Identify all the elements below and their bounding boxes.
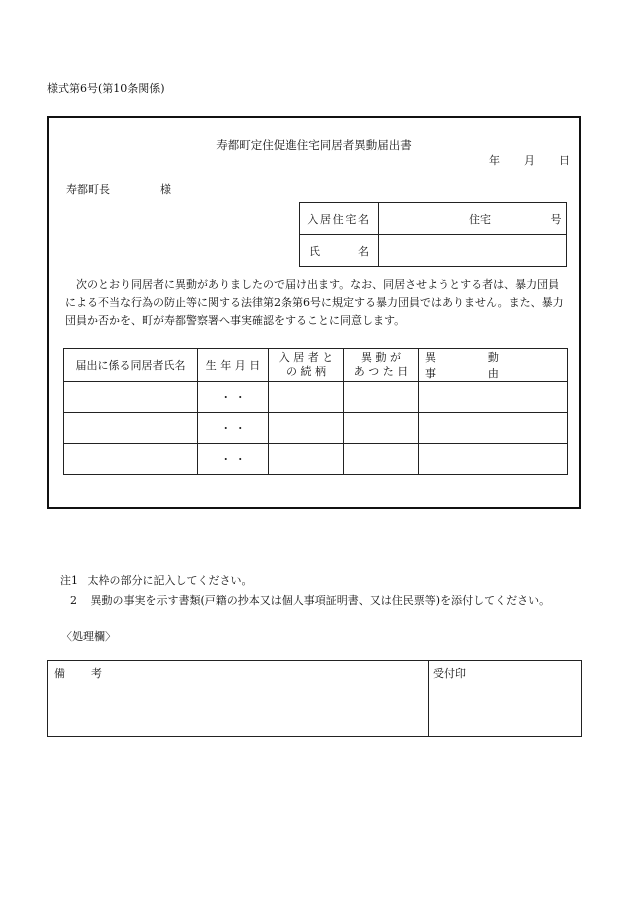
table-row <box>64 444 568 475</box>
address-housing: 住宅 <box>469 212 491 226</box>
body-line-2: による不当な行為の防止等に関する法律第2条第6号に規定する暴力団員ではありません。また、暴力 <box>65 296 564 309</box>
table-row <box>64 382 568 413</box>
cell-date[interactable] <box>344 413 419 444</box>
cell-name[interactable] <box>64 382 198 413</box>
remarks-label-2: 考 <box>91 667 102 680</box>
cell-reason[interactable] <box>419 444 568 475</box>
address-field[interactable] <box>379 203 567 235</box>
address-number: 号 <box>550 212 562 226</box>
note-2-label: 2 <box>70 594 77 607</box>
note-2 <box>70 592 550 608</box>
stamp-label: 受付印 <box>433 667 466 680</box>
addressee-name: 寿都町長 <box>66 183 110 196</box>
header-dob: 生 年 月 日 <box>198 349 269 382</box>
cell-date[interactable] <box>344 382 419 413</box>
note-1 <box>60 572 253 588</box>
cell-relation[interactable] <box>269 382 344 413</box>
remarks-cell[interactable] <box>48 661 429 737</box>
form-title: 寿都町定住促進住宅同居者異動届出書 <box>216 138 412 152</box>
cell-relation[interactable] <box>269 413 344 444</box>
name-label-1: 氏 <box>309 244 320 258</box>
addressee-honorific: 様 <box>160 183 171 196</box>
header-date: 異 動 が あ つ た 日 <box>344 349 419 382</box>
stamp-cell[interactable] <box>429 661 582 737</box>
name-label-2: 名 <box>358 244 369 258</box>
body-line-3: 団員か否かを、町が寿都警察署へ事実確認をすることに同意します。 <box>65 314 406 327</box>
note-1-text: 太枠の部分に記入してください。 <box>87 574 253 587</box>
body-text <box>65 276 579 330</box>
cell-dob[interactable]: ・ ・ <box>198 413 269 444</box>
form-number: 様式第6号(第10条関係) <box>47 82 165 95</box>
cell-reason[interactable] <box>419 382 568 413</box>
date-month: 月 <box>524 154 535 167</box>
processing-table <box>47 660 582 737</box>
cell-dob[interactable]: ・ ・ <box>198 382 269 413</box>
body-line-1: 次のとおり同居者に異動がありましたので届け出ます。なお、同居させようとする者は、暴力団員 <box>76 278 560 291</box>
header-reason: 異 動 事 由 <box>419 349 568 382</box>
cohabitant-table <box>63 348 568 475</box>
cell-date[interactable] <box>344 444 419 475</box>
name-field[interactable] <box>379 235 567 267</box>
header-relation: 入 居 者 と の 続 柄 <box>269 349 344 382</box>
cell-name[interactable] <box>64 413 198 444</box>
form-frame <box>47 116 581 509</box>
cell-name[interactable] <box>64 444 198 475</box>
header-name: 届出に係る同居者氏名 <box>64 349 198 382</box>
table-row <box>64 413 568 444</box>
cell-relation[interactable] <box>269 444 344 475</box>
processing-heading: 〈処理欄〉 <box>61 630 116 643</box>
remarks-label-1: 備 <box>54 667 65 680</box>
cell-dob[interactable]: ・ ・ <box>198 444 269 475</box>
applicant-table <box>299 202 567 267</box>
note-1-label: 注1 <box>60 574 78 587</box>
date-day: 日 <box>559 154 570 167</box>
cell-reason[interactable] <box>419 413 568 444</box>
address-label: 入居住宅名 <box>300 203 379 235</box>
date-year: 年 <box>489 154 500 167</box>
note-2-text: 異動の事実を示す書類(戸籍の抄本又は個人事項証明書、又は住民票等)を添付してください。 <box>90 594 551 607</box>
